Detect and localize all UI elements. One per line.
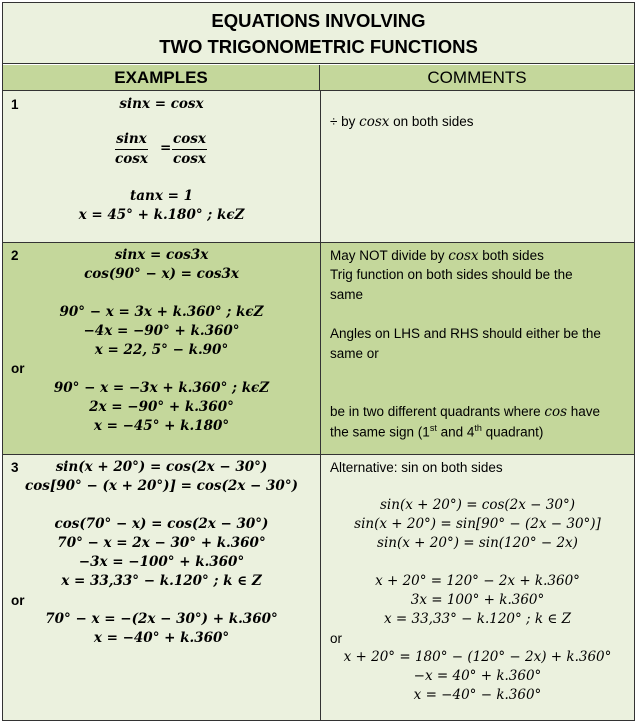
math-line: x = 22, 5° − k.90° xyxy=(94,342,229,358)
row-number: 2 xyxy=(11,248,19,263)
title-line-2: TWO TRIGONOMETRIC FUNCTIONS xyxy=(159,36,478,57)
or-label: or xyxy=(11,593,25,608)
table-title xyxy=(3,3,634,64)
comment-math: cosx xyxy=(359,114,390,130)
comment-math: sin(x + 20°) = sin(120° − 2x) xyxy=(377,535,578,551)
comment-math: x = 33,33° − k.120° ; k ∈ Z xyxy=(383,611,572,627)
math-line: 2x = −90° + k.360° xyxy=(89,399,234,415)
fraction-numerator: sinx xyxy=(115,131,148,150)
comment-math: sin(x + 20°) = sin[90° − (2x − 30°)] xyxy=(354,516,601,532)
equations-table xyxy=(2,2,635,721)
math-line: 90° − x = −3x + k.360° ; kϵZ xyxy=(53,380,270,396)
comment-line xyxy=(330,423,543,440)
title-line-1: EQUATIONS INVOLVING xyxy=(211,10,426,31)
comment-text: ÷ by xyxy=(330,114,360,129)
fraction-right xyxy=(172,131,207,168)
math-line: sinx = cosx xyxy=(119,96,204,112)
comment-text: and 4 xyxy=(436,424,475,440)
comment-math: cos xyxy=(544,404,568,420)
math-line: cos(90° − x) = cos3x xyxy=(84,266,239,282)
superscript: st xyxy=(429,423,437,433)
math-line: x = 33,33° − k.120° ; k ∈ Z xyxy=(61,573,262,589)
comment-line: same or xyxy=(330,346,379,361)
comment-text: on both sides xyxy=(389,114,474,129)
superscript: th xyxy=(474,423,482,433)
equals-sign: = xyxy=(160,140,172,156)
comment-line xyxy=(330,404,600,420)
or-label: or xyxy=(330,631,343,646)
comment-text: the same sign (1 xyxy=(330,424,430,440)
comment-text: May NOT divide by xyxy=(330,248,449,263)
comment-text: be in two different quadrants where xyxy=(330,404,545,419)
math-line: tanx = 1 xyxy=(130,188,193,204)
comment-text: both sides xyxy=(478,248,544,263)
comment-line: same xyxy=(330,287,364,302)
math-line: cos(70° − x) = cos(2x − 30°) xyxy=(54,516,269,532)
math-line: x = −40° + k.360° xyxy=(93,630,230,646)
comment-math: 3x = 100° + k.360° xyxy=(410,592,545,608)
comment-math: x + 20° = 120° − 2x + k.360° xyxy=(375,573,580,589)
fraction-left xyxy=(115,131,148,168)
math-line: sin(x + 20°) = cos(2x − 30°) xyxy=(55,459,268,475)
comment-math: −x = 40° + k.360° xyxy=(413,668,542,684)
fraction-numerator: cosx xyxy=(172,131,207,150)
comment-line: Alternative: sin on both sides xyxy=(330,460,503,475)
math-line: 70° − x = 2x − 30° + k.360° xyxy=(57,535,266,551)
fraction-denominator: cosx xyxy=(173,151,206,167)
examples-header: EXAMPLES xyxy=(3,65,320,91)
row-number: 3 xyxy=(11,460,19,475)
math-line: −4x = −90° + k.360° xyxy=(83,323,240,339)
comment-line xyxy=(330,114,473,130)
comment-line xyxy=(330,248,544,264)
fraction-denominator: cosx xyxy=(115,151,148,167)
comment-math: sin(x + 20°) = cos(2x − 30°) xyxy=(380,497,575,513)
comment-line: Trig function on both sides should be the xyxy=(330,267,573,282)
math-line: sinx = cos3x xyxy=(114,247,209,263)
math-line: x = −45° + k.180° xyxy=(93,418,230,434)
example-row-1 xyxy=(3,91,634,243)
column-divider xyxy=(320,91,321,242)
math-line: x = 45° + k.180° ; kϵZ xyxy=(78,207,245,223)
example-row-3 xyxy=(3,455,634,720)
comment-text: have xyxy=(567,404,601,419)
math-line: cos[90° − (x + 20°)] = cos(2x − 30°) xyxy=(25,478,298,494)
row-number: 1 xyxy=(11,97,19,112)
comment-text: quadrant) xyxy=(481,424,544,440)
comment-math: cosx xyxy=(448,248,479,264)
math-line: 70° − x = −(2x − 30°) + k.360° xyxy=(45,611,278,627)
comment-line: Angles on LHS and RHS should either be the xyxy=(330,326,601,341)
comments-header: COMMENTS xyxy=(320,65,634,91)
math-line: −3x = −100° + k.360° xyxy=(78,554,245,570)
column-divider xyxy=(320,243,321,454)
math-line: 90° − x = 3x + k.360° ; kϵZ xyxy=(59,304,264,320)
comment-math: x = −40° − k.360° xyxy=(413,687,542,703)
comment-math: x + 20° = 180° − (120° − 2x) + k.360° xyxy=(343,649,612,665)
or-label: or xyxy=(11,361,25,376)
example-row-2 xyxy=(3,243,634,455)
